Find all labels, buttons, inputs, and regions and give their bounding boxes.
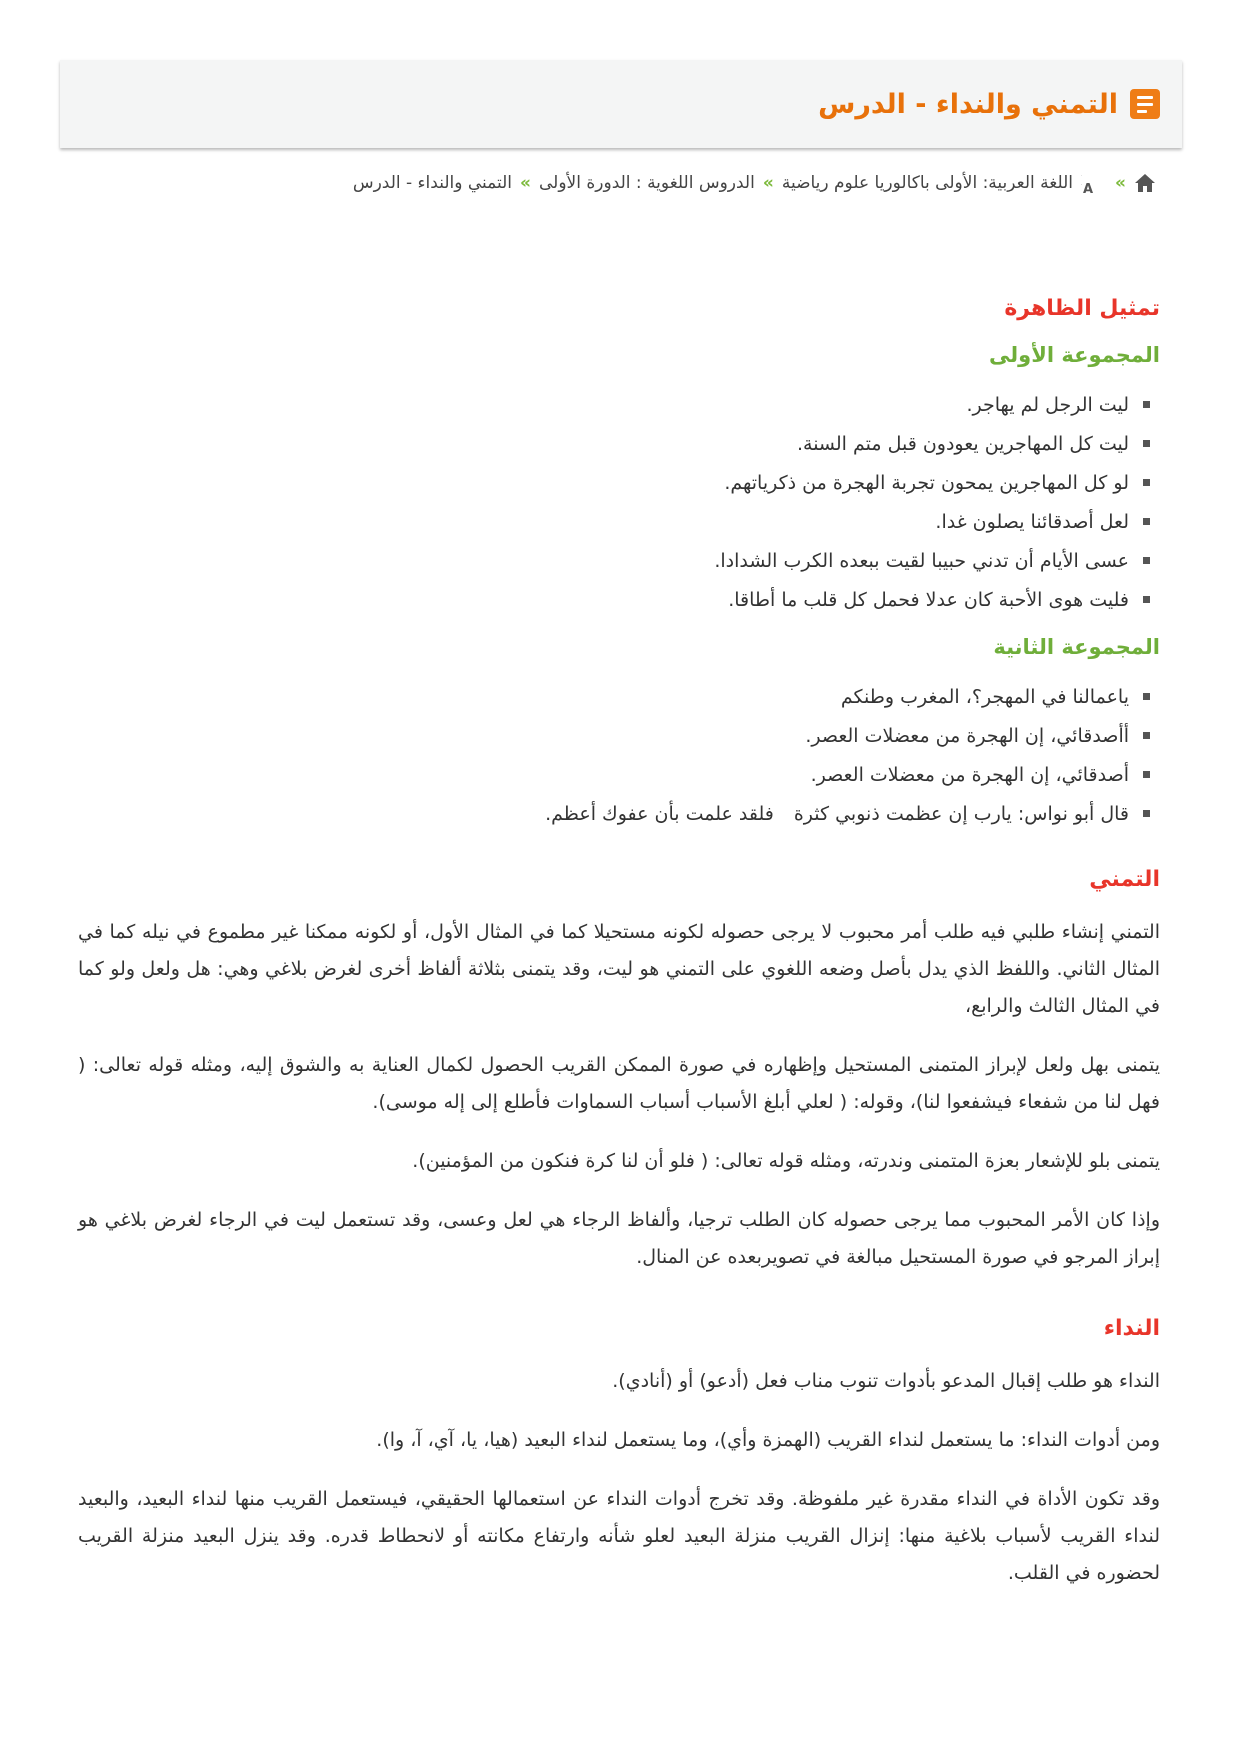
svg-text:文 xyxy=(1081,173,1082,188)
bullet-icon xyxy=(1143,810,1150,817)
examples-list-second xyxy=(78,677,1160,833)
list-item: ياعمالنا في المهجر؟، المغرب وطنكم xyxy=(78,677,1160,716)
list-item: ليت الرجل لم يهاجر. xyxy=(78,385,1160,424)
svg-text:A: A xyxy=(1082,182,1094,195)
list-item: قال أبو نواس: يارب إن عظمت ذنوبي كثرة فلقد علمت بأن عفوك أعظم. xyxy=(78,794,1160,833)
bullet-icon xyxy=(1143,732,1150,739)
breadcrumb-separator: » xyxy=(1115,173,1126,193)
list-item: عسى الأيام أن تدني حبيبا لقيت ببعده الكرب الشدادا. xyxy=(78,541,1160,580)
breadcrumb xyxy=(353,168,1156,198)
bullet-icon xyxy=(1143,440,1150,447)
paragraph: وإذا كان الأمر المحبوب مما يرجى حصوله كان الطلب ترجيا، وألفاظ الرجاء هي لعل وعسى، وقد تستعمل ليت في الرجاء لغرض بلاغي هو إبراز المرجو في صورة المستحيل مبالغة في تصويربعده عن المنال. xyxy=(78,1209,1160,1268)
group-title-second: المجموعة الثانية xyxy=(993,635,1160,659)
breadcrumb-separator: » xyxy=(520,173,531,193)
paragraph: يتمنى بلو للإشعار بعزة المتمنى وندرته، ومثله قوله تعالى: ( فلو أن لنا كرة فنكون من المؤمنين). xyxy=(412,1150,1160,1172)
bullet-icon xyxy=(1143,557,1150,564)
list-item: أأصدقائي، إن الهجرة من معضلات العصر. xyxy=(78,716,1160,755)
paragraph: النداء هو طلب إقبال المدعو بأدوات تنوب مناب فعل (أدعو) أو (أنادي). xyxy=(612,1370,1160,1392)
page-header xyxy=(60,60,1182,148)
home-icon[interactable] xyxy=(1134,173,1156,193)
bullet-icon xyxy=(1143,596,1150,603)
breadcrumb-item-lessons[interactable]: الدروس اللغوية : الدورة الأولى xyxy=(539,173,755,193)
list-item: لو كل المهاجرين يمحون تجربة الهجرة من ذكرياتهم. xyxy=(78,463,1160,502)
paragraph: يتمنى بهل ولعل لإبراز المتمنى المستحيل وإظهاره في صورة الممكن القريب الحصول لكمال العناية به والشوق إليه، ومثله قوله تعالى: ( فهل لنا من شفعاء فيشفعوا لنا)، وقوله: ( لعلي أبلغ الأسباب أسباب السماوات فأطلع إلى إله موسى). xyxy=(78,1054,1160,1113)
document-icon xyxy=(1130,89,1160,119)
translate-icon xyxy=(1081,171,1107,195)
bullet-icon xyxy=(1143,401,1150,408)
breadcrumb-item-current: التمني والنداء - الدرس xyxy=(352,173,513,193)
list-item: فليت هوى الأحبة كان عدلا فحمل كل قلب ما أطاقا. xyxy=(78,580,1160,619)
list-item: أصدقائي، إن الهجرة من معضلات العصر. xyxy=(78,755,1160,794)
breadcrumb-item-subject[interactable]: اللغة العربية: الأولى باكالوريا علوم رياضية xyxy=(781,173,1074,193)
paragraph: وقد تكون الأداة في النداء مقدرة غير ملفوظة. وقد تخرج أدوات النداء عن استعمالها الحقيقي، فيستعمل القريب منها لنداء البعيد، والبعيد لنداء القريب لأسباب بلاغية منها: إنزال القريب منزلة البعيد لعلو شأنه وارتفاع مكانته أو لانحطاط قدره. وقد ينزل البعيد منزلة القريب لحضوره في القلب. xyxy=(78,1488,1160,1584)
bullet-icon xyxy=(1143,518,1150,525)
paragraph: ومن أدوات النداء: ما يستعمل لنداء القريب (الهمزة وأي)، وما يستعمل لنداء البعيد (هيا، يا، آي، آ، وا). xyxy=(376,1429,1160,1451)
paragraph: التمني إنشاء طلبي فيه طلب أمر محبوب لا يرجى حصوله لكونه مستحيلا كما في المثال الأول، أو لكونه ممكنا غير مطموع في نيله كما في المثال الثاني. واللفظ الذي يدل بأصل وضعه اللغوي على التمني هو ليت، وقد يتمنى بثلاثة ألفاظ أخرى لغرض بلاغي وهي: هل ولعل ولو كما في المثال الثالث والرابع، xyxy=(78,921,1160,1017)
bullet-icon xyxy=(1143,693,1150,700)
breadcrumb-separator: » xyxy=(762,173,774,193)
lesson-content xyxy=(78,296,1160,1614)
page-title: التمني والنداء - الدرس xyxy=(818,88,1118,120)
section-title-phenomenon: تمثيل الظاهرة xyxy=(1004,296,1160,321)
list-item: ليت كل المهاجرين يعودون قبل متم السنة. xyxy=(78,424,1160,463)
list-item: لعل أصدقائنا يصلون غدا. xyxy=(78,502,1160,541)
bullet-icon xyxy=(1143,771,1150,778)
bullet-icon xyxy=(1143,479,1150,486)
section-title-wishing: التمني xyxy=(1089,867,1160,892)
examples-list-first xyxy=(78,385,1160,619)
group-title-first: المجموعة الأولى xyxy=(989,343,1160,367)
section-title-vocative: النداء xyxy=(1103,1316,1160,1341)
